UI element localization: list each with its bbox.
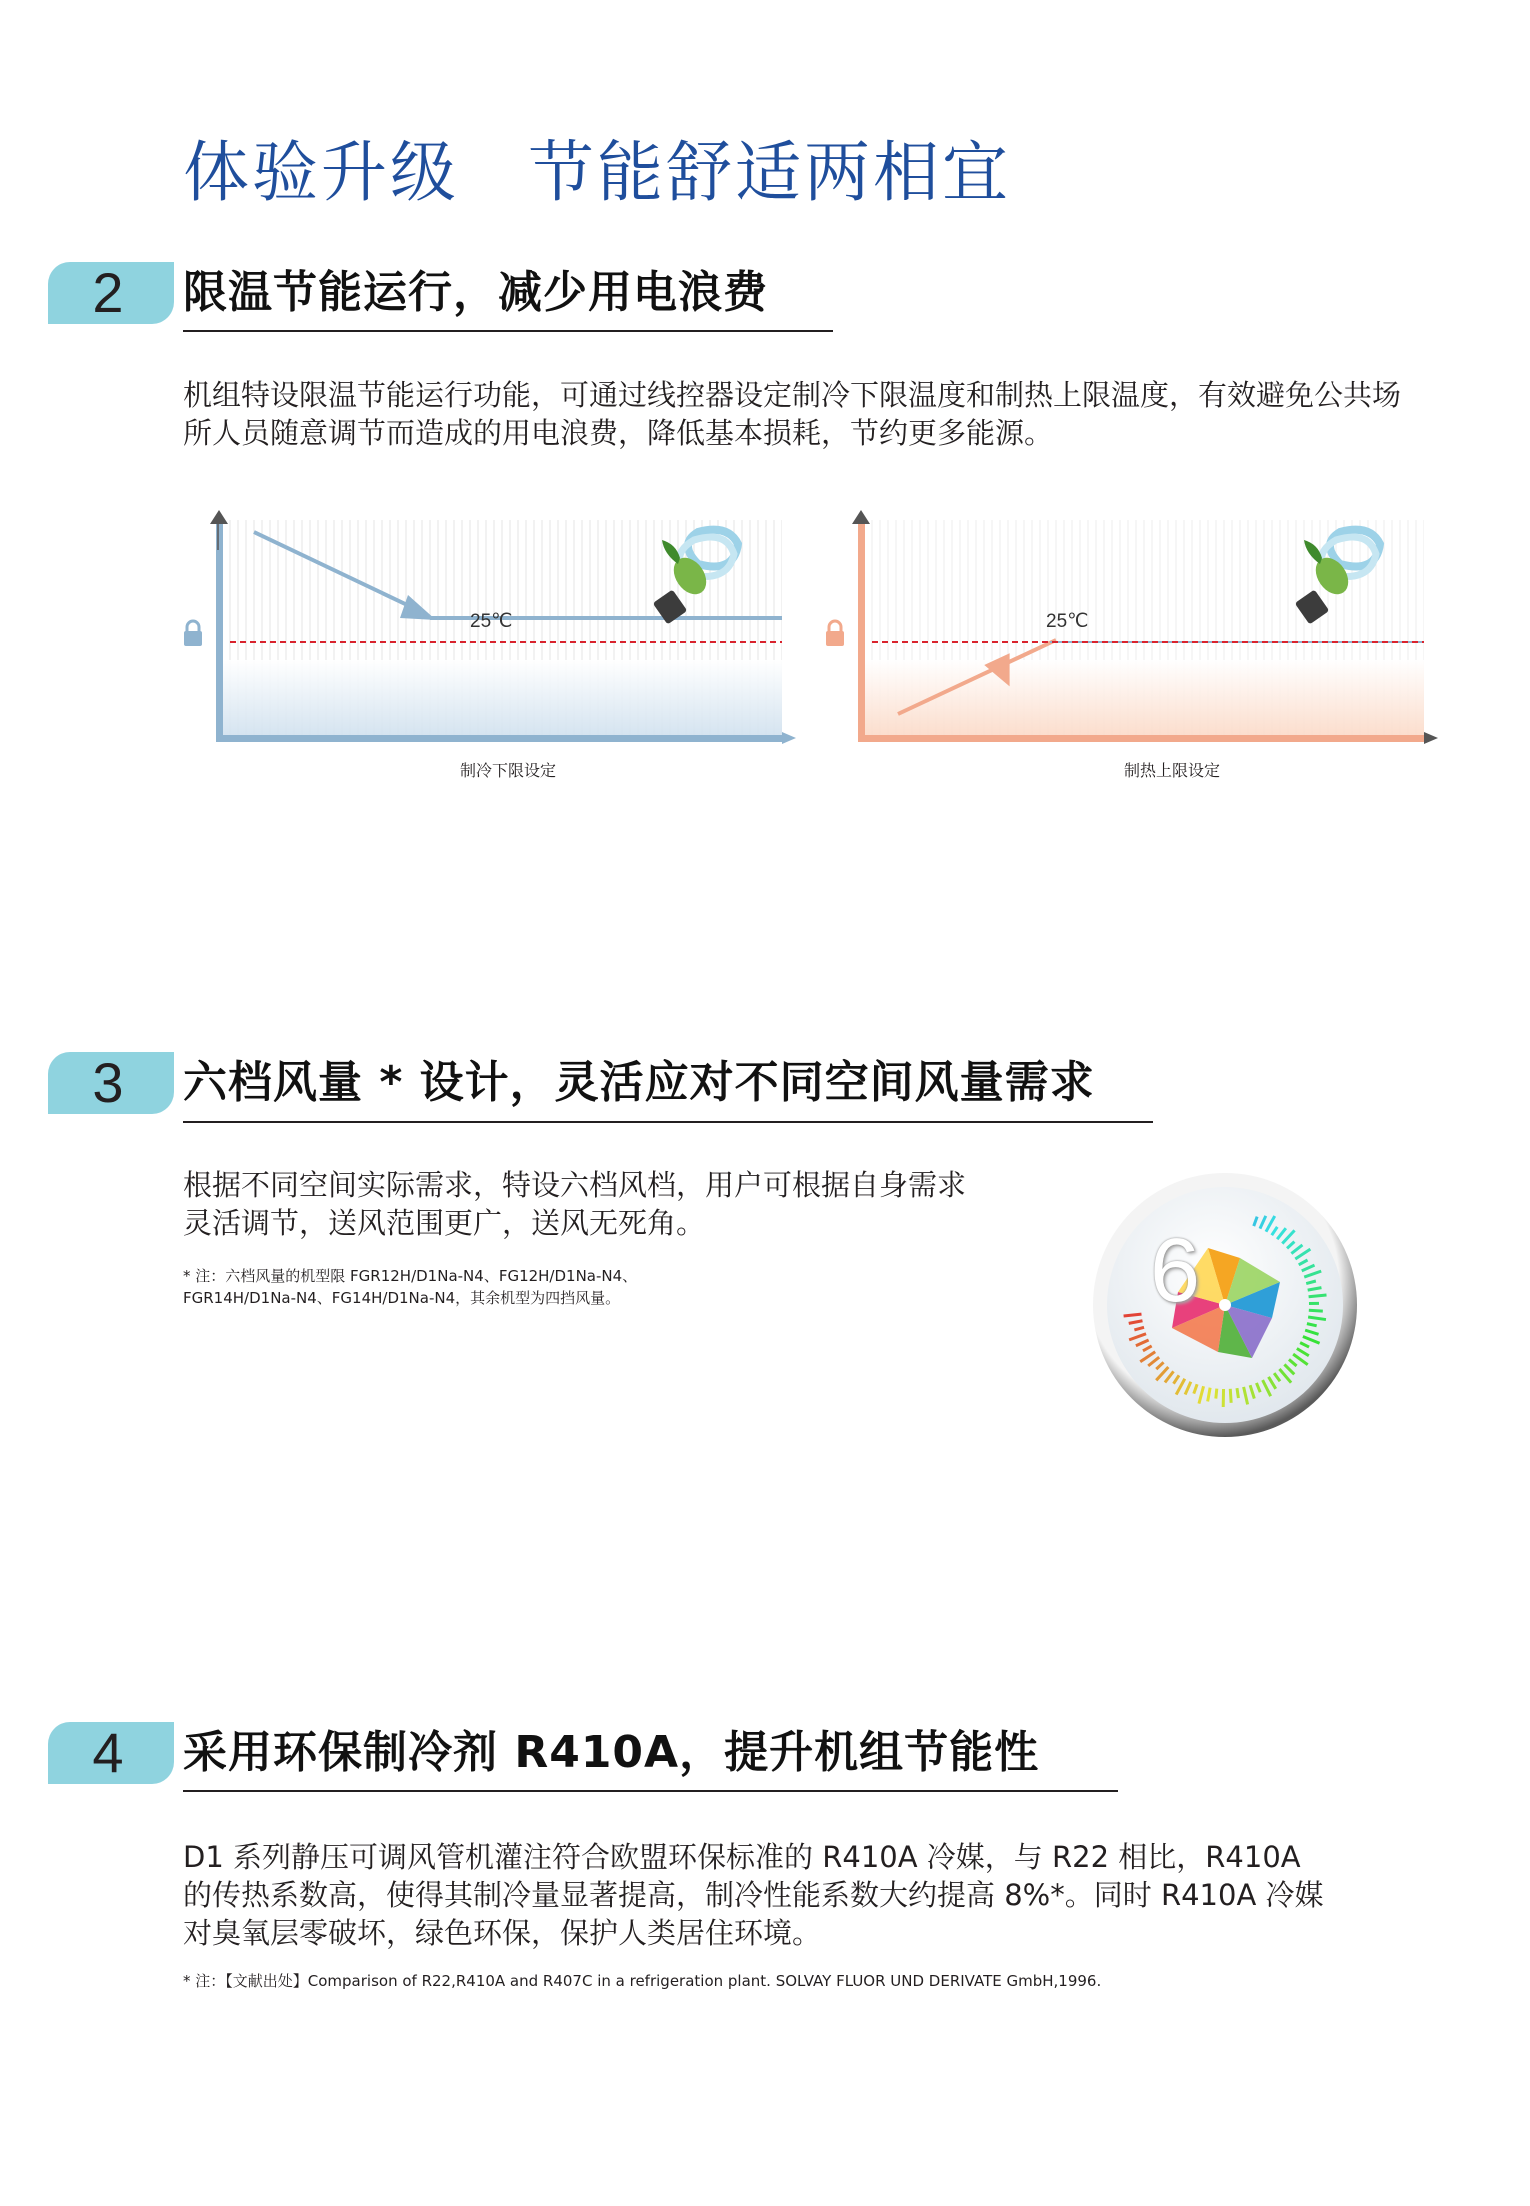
section-title: 限温节能运行，减少用电浪费 <box>183 267 768 318</box>
pinwheel-icon <box>1090 1170 1360 1440</box>
paragraph-line: 的传热系数高，使得其制冷量显著提高，制冷性能系数大约提高 8%*。同时 R410A 冷媒 <box>183 1878 1324 1912</box>
paragraph-line: 对臭氧层零破坏，绿色环保，保护人类居住环境。 <box>183 1916 822 1950</box>
lock-icon <box>826 621 844 646</box>
temperature-label: 25℃ <box>470 611 513 632</box>
section-number: 3 <box>92 1051 124 1114</box>
footnote-line: * 注：六档风量的机型限 FGR12H/D1Na-N4、FG12H/D1Na-N4、 <box>183 1267 638 1285</box>
section-title: 六档风量 * 设计，灵活应对不同空间风量需求 <box>183 1057 1095 1108</box>
section-divider <box>183 330 833 332</box>
heating-diagram-graphic <box>820 510 1440 780</box>
lock-icon <box>184 621 202 646</box>
fan-level-tick <box>1230 1389 1231 1403</box>
footnote <box>183 1970 1101 1992</box>
heating-diagram-caption: 制热上限设定 <box>1123 761 1220 780</box>
fan-level-tick <box>1124 1314 1142 1316</box>
paragraph-line: 根据不同空间实际需求，特设六档风档，用户可根据自身需求 <box>183 1168 967 1202</box>
cooling-diagram-caption: 制冷下限设定 <box>459 761 556 780</box>
temperature-label: 25℃ <box>1046 611 1089 632</box>
section-number: 2 <box>92 261 124 324</box>
section-number: 4 <box>92 1721 124 1784</box>
fan-speed-number: 6 <box>1150 1221 1201 1321</box>
cooling-diagram-graphic <box>178 510 798 780</box>
paragraph-line: 灵活调节，送风范围更广，送风无死角。 <box>183 1206 706 1240</box>
fan-level-tick <box>1216 1389 1217 1399</box>
section-paragraph <box>183 376 1401 452</box>
paragraph-line: D1 系列静压可调风管机灌注符合欧盟环保标准的 R410A 冷媒，与 R22 相比，R410A <box>183 1840 1301 1874</box>
section-paragraph <box>183 1166 966 1242</box>
page-title: 体验升级 节能舒适两相宜 <box>183 134 1011 211</box>
section-divider <box>183 1790 1118 1792</box>
heating-limit-diagram <box>820 510 1440 780</box>
fan-level-tick <box>1309 1295 1327 1297</box>
section-number-tab <box>48 262 174 324</box>
section-paragraph <box>183 1838 1324 1952</box>
fan-level-tick <box>1309 1310 1323 1311</box>
section-divider <box>183 1121 1153 1123</box>
cooling-limit-diagram <box>178 510 798 780</box>
footnote-line: * 注：【文献出处】Comparison of R22,R410A and R407C in a refrigeration plant. SOLVAY FLUOR UND DERIVATE GmbH,1996. <box>183 1972 1102 1990</box>
six-speed-fan-badge <box>1090 1170 1360 1440</box>
footnote-line: FGR14H/D1Na-N4、FG14H/D1Na-N4，其余机型为四挡风量。 <box>183 1289 621 1307</box>
section-number-tab <box>48 1722 174 1784</box>
fan-level-tick <box>1237 1388 1238 1398</box>
section-title: 采用环保制冷剂 R410A，提升机组节能性 <box>183 1727 1040 1778</box>
section-number-tab <box>48 1052 174 1114</box>
paragraph-line: 机组特设限温节能运行功能，可通过线控器设定制冷下限温度和制热上限温度，有效避免公共场 <box>183 378 1402 412</box>
paragraph-line: 所人员随意调节而造成的用电浪费，降低基本损耗，节约更多能源。 <box>183 416 1054 450</box>
footnote <box>183 1265 637 1309</box>
